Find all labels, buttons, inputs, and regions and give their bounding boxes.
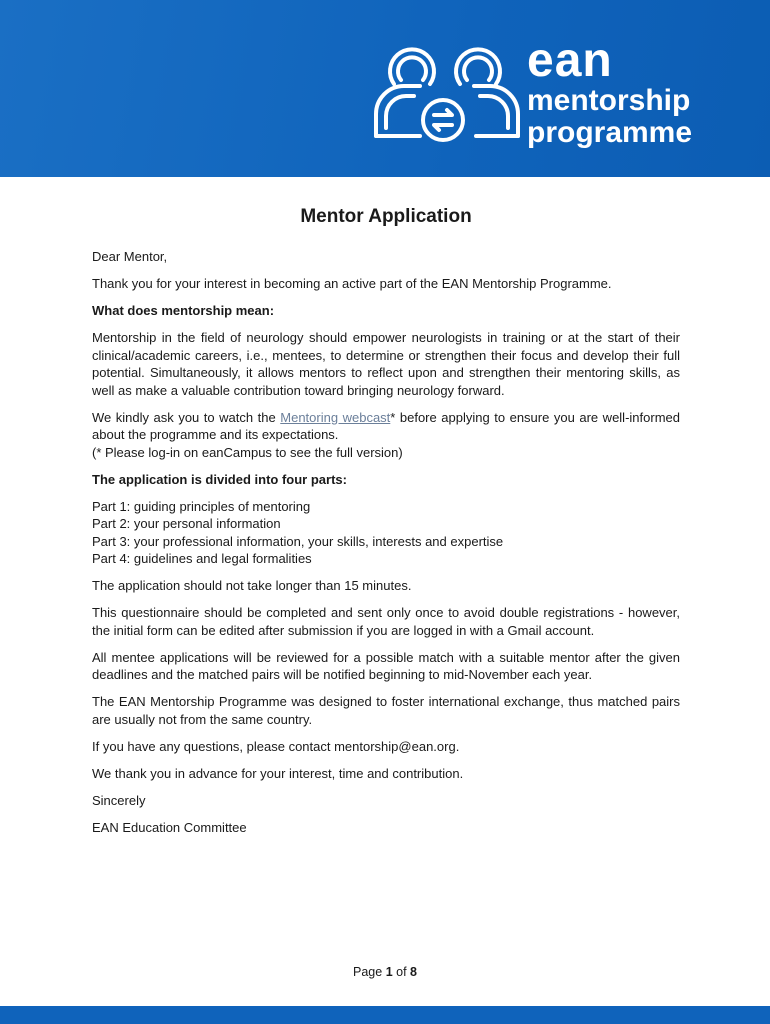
duration-paragraph: The application should not take longer than 15 minutes. bbox=[92, 578, 412, 593]
mentorship-heading: What does mentorship mean: bbox=[92, 303, 275, 318]
mentoring-webcast-link[interactable]: Mentoring webcast bbox=[280, 409, 391, 425]
brand-name: ean bbox=[527, 34, 613, 87]
submission-paragraph: This questionnaire should be completed and sent only once to avoid double registrations - however, the initial form can be edited after submission if you are logged in with a Gmail account. bbox=[92, 605, 680, 638]
webcast-text-after: * before applying to ensure you are well-informed about the programme and its expectations. bbox=[92, 409, 680, 442]
page-number bbox=[0, 965, 770, 979]
part-item: Part 2: your personal information bbox=[92, 516, 281, 531]
parts-heading: The application is divided into four parts: bbox=[92, 471, 347, 487]
page-total: 8 bbox=[410, 965, 417, 979]
page-label: Page bbox=[353, 965, 383, 979]
mentorship-people-icon bbox=[368, 40, 528, 150]
exchange-paragraph: The EAN Mentorship Programme was designed to foster international exchange, thus matched pairs are usually not from the same country. bbox=[92, 694, 680, 727]
closing: Sincerely bbox=[92, 792, 146, 808]
intro-paragraph: Thank you for your interest in becoming an active part of the EAN Mentorship Programme. bbox=[92, 276, 612, 291]
header-banner bbox=[0, 0, 770, 177]
webcast-paragraph bbox=[92, 409, 680, 462]
document-body bbox=[92, 205, 680, 846]
parts-list bbox=[92, 498, 680, 568]
webcast-note: (* Please log-in on eanCampus to see the full version) bbox=[92, 444, 403, 460]
brand-line-1: mentorship bbox=[527, 84, 691, 117]
part-item: Part 1: guiding principles of mentoring bbox=[92, 498, 311, 514]
brand-logo-text bbox=[527, 34, 693, 149]
review-paragraph: All mentee applications will be reviewed for a possible match with a suitable mentor after the given deadlines and the matched pairs will be notified beginning to mid-November each year. bbox=[92, 649, 680, 682]
thanks-paragraph: We thank you in advance for your interest, time and contribution. bbox=[92, 765, 464, 781]
mentorship-definition: Mentorship in the field of neurology should empower neurologists in training or at the start of their clinical/academic careers, i.e., mentees, to determine or strengthen their focus and develop their full potential. Simultaneously, it allows mentors to reflect upon and strengthen their mentoring skills, as well as make a valuable contribution toward bringing neurology forward. bbox=[92, 330, 680, 398]
page-current: 1 bbox=[385, 965, 393, 979]
page-of: of bbox=[396, 965, 407, 979]
page-title: Mentor Application bbox=[300, 206, 472, 227]
contact-paragraph: If you have any questions, please contact mentorship@ean.org. bbox=[92, 738, 460, 754]
webcast-text-before: We kindly ask you to watch the bbox=[92, 409, 281, 425]
signature: EAN Education Committee bbox=[92, 819, 247, 835]
greeting: Dear Mentor, bbox=[92, 249, 168, 264]
part-item: Part 4: guidelines and legal formalities bbox=[92, 551, 312, 566]
footer-bar bbox=[0, 1006, 770, 1024]
brand-line-2: programme bbox=[527, 116, 693, 149]
part-item: Part 3: your professional information, your skills, interests and expertise bbox=[92, 533, 504, 549]
